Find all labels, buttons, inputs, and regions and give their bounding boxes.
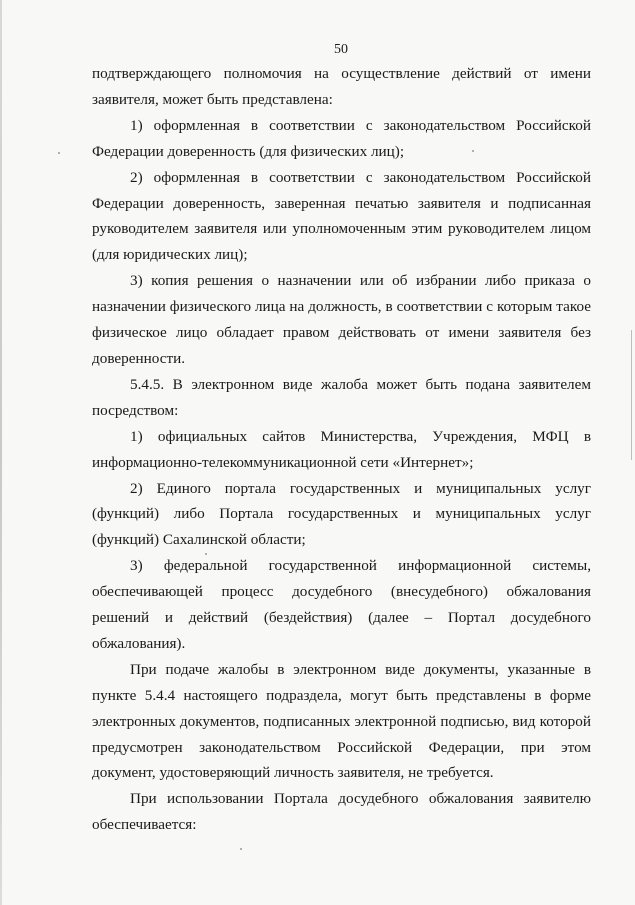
paragraph-section-5-4-5: 5.4.5. В электронном виде жалоба может быть подана заявителем посредством:	[92, 375, 591, 419]
paragraph-portal-usage: При использовании Портала досудебного обжалования заявителю обеспечивается:	[92, 790, 591, 834]
paragraph-item-1: 1) оформленная в соответствии с законодательством Российской Федерации доверенность (для физических лиц);	[92, 116, 591, 160]
paragraph-channel-2: 2) Единого портала государственных и муниципальных услуг (функций) либо Портала государственных и муниципальных услуг (функций) Сахалинской области;	[92, 479, 591, 549]
paragraph-item-3: 3) копия решения о назначении или об избрании либо приказа о назначении физического лица на должность, в соответствии с которым такое физическое лицо обладает правом действовать от имени заявителя без доверенности.	[92, 272, 591, 367]
scan-artifact-dot	[58, 152, 60, 154]
page-number: 50	[334, 42, 348, 57]
paragraph-continuation: подтверждающего полномочия на осуществление действий от имени заявителя, может быть представлена:	[92, 65, 591, 108]
paragraph-electronic-documents: При подаче жалобы в электронном виде документы, указанные в пункте 5.4.4 настоящего подраздела, могут быть представлены в форме электронных документов, подписанных электронной подписью, вид которой предусмотрен законодательством Российской Федерации, при этом документ, удостоверяющий личность заявителя, не требуется.	[92, 660, 591, 782]
scan-artifact-dot	[240, 848, 242, 850]
paragraph-item-2: 2) оформленная в соответствии с законодательством Российской Федерации доверенность, заверенная печатью заявителя и подписанная руководителем заявителя или уполномоченным этим руководителем лицом (для юридических лиц);	[92, 168, 591, 264]
scan-edge	[0, 0, 2, 905]
scan-artifact-line	[631, 330, 632, 460]
paragraph-channel-1: 1) официальных сайтов Министерства, Учреждения, МФЦ в информационно-телекоммуникационной сети «Интернет»;	[92, 427, 591, 471]
document-body	[92, 61, 591, 838]
paragraph-channel-3: 3) федеральной государственной информационной системы, обеспечивающей процесс досудебного (внесудебного) обжалования решений и действий (бездействия) (далее – Портал досудебного обжалования).	[92, 557, 591, 652]
